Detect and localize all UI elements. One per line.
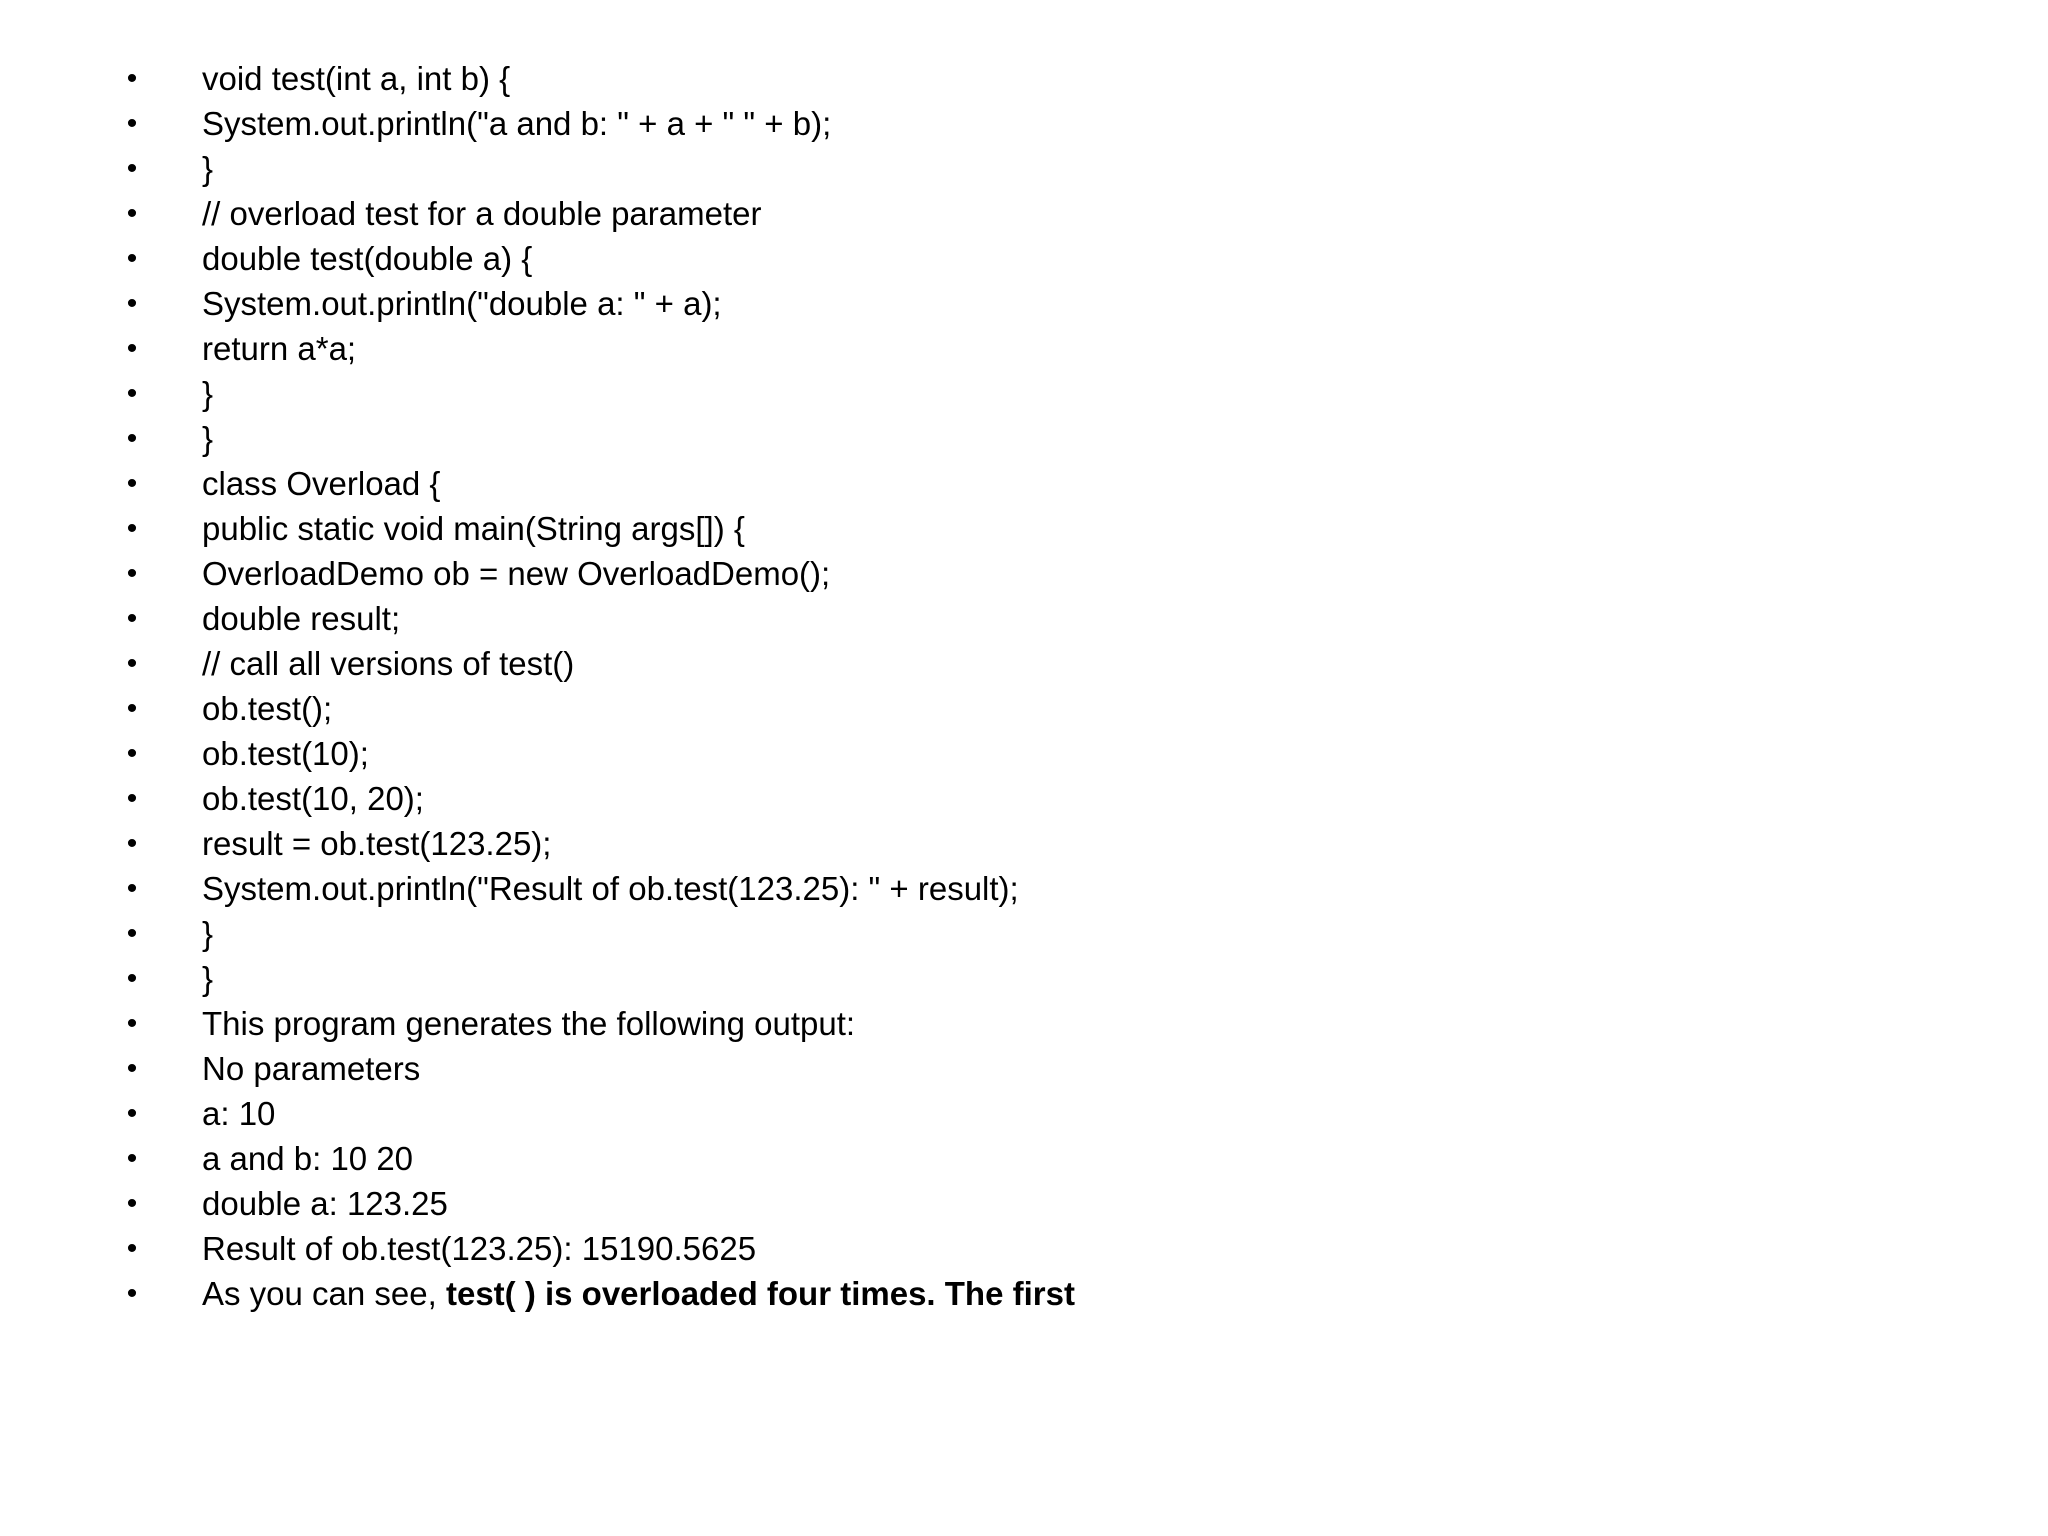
bullet-icon: •	[126, 242, 138, 275]
bullet-icon: •	[126, 467, 138, 500]
bullet-icon: •	[126, 692, 138, 725]
bullet-icon: •	[126, 422, 138, 455]
output-line: Result of ob.test(123.25): 15190.5625	[202, 1230, 757, 1267]
code-line: OverloadDemo ob = new OverloadDemo();	[202, 555, 831, 592]
explanation-line	[202, 1271, 1075, 1316]
code-line: }	[202, 375, 214, 412]
output-heading: This program generates the following output:	[202, 1005, 856, 1042]
code-line: System.out.println("a and b: " + a + " " + b);	[202, 105, 832, 142]
bullet-icon: •	[126, 332, 138, 365]
bullet-icon: •	[126, 1052, 138, 1085]
code-line: System.out.println("double a: " + a);	[202, 285, 722, 322]
code-line: }	[202, 420, 214, 457]
code-line: ob.test(10);	[202, 735, 369, 772]
code-line: ob.test();	[202, 690, 333, 727]
explanation-normal-text: As you can see,	[202, 1275, 446, 1312]
bullet-icon: •	[126, 962, 138, 995]
output-line: No parameters	[202, 1050, 421, 1087]
code-line: class Overload {	[202, 465, 441, 502]
code-line: }	[202, 960, 214, 997]
bullet-icon: •	[126, 737, 138, 770]
bullet-icon: •	[126, 1232, 138, 1265]
code-line: public static void main(String args[]) {	[202, 510, 745, 547]
bullet-icon: •	[126, 917, 138, 950]
bullet-icon: •	[126, 1097, 138, 1130]
bullet-icon: •	[126, 1187, 138, 1220]
bullet-icon: •	[126, 557, 138, 590]
code-line: // overload test for a double parameter	[202, 195, 762, 232]
bullet-icon: •	[126, 602, 138, 635]
bullet-icon: •	[126, 152, 138, 185]
bullet-icon: •	[126, 512, 138, 545]
bullet-icon: •	[126, 1142, 138, 1175]
code-line: ob.test(10, 20);	[202, 780, 424, 817]
code-line: System.out.println("Result of ob.test(123.25): " + result);	[202, 870, 1019, 907]
bullet-icon: •	[126, 377, 138, 410]
bullet-icon: •	[126, 62, 138, 95]
output-line: a: 10	[202, 1095, 276, 1132]
bullet-icon: •	[126, 107, 138, 140]
code-line: }	[202, 150, 214, 187]
code-line: double test(double a) {	[202, 240, 533, 277]
code-line: double result;	[202, 600, 401, 637]
bullet-icon: •	[126, 782, 138, 815]
code-line: return a*a;	[202, 330, 357, 367]
output-line: double a: 123.25	[202, 1185, 448, 1222]
code-line: void test(int a, int b) {	[202, 60, 511, 97]
output-line: a and b: 10 20	[202, 1140, 414, 1177]
bullet-icon: •	[126, 197, 138, 230]
bullet-icon: •	[126, 872, 138, 905]
bullet-icon: •	[126, 827, 138, 860]
bullet-icon: •	[126, 1277, 138, 1310]
bullet-icon: •	[126, 287, 138, 320]
explanation-bold-text: test( ) is overloaded four times. The first	[445, 1275, 1075, 1312]
code-line: result = ob.test(123.25);	[202, 825, 552, 862]
code-line: // call all versions of test()	[202, 645, 575, 682]
bullet-icon: •	[126, 1007, 138, 1040]
code-line: }	[202, 915, 214, 952]
bullet-icon: •	[126, 647, 138, 680]
